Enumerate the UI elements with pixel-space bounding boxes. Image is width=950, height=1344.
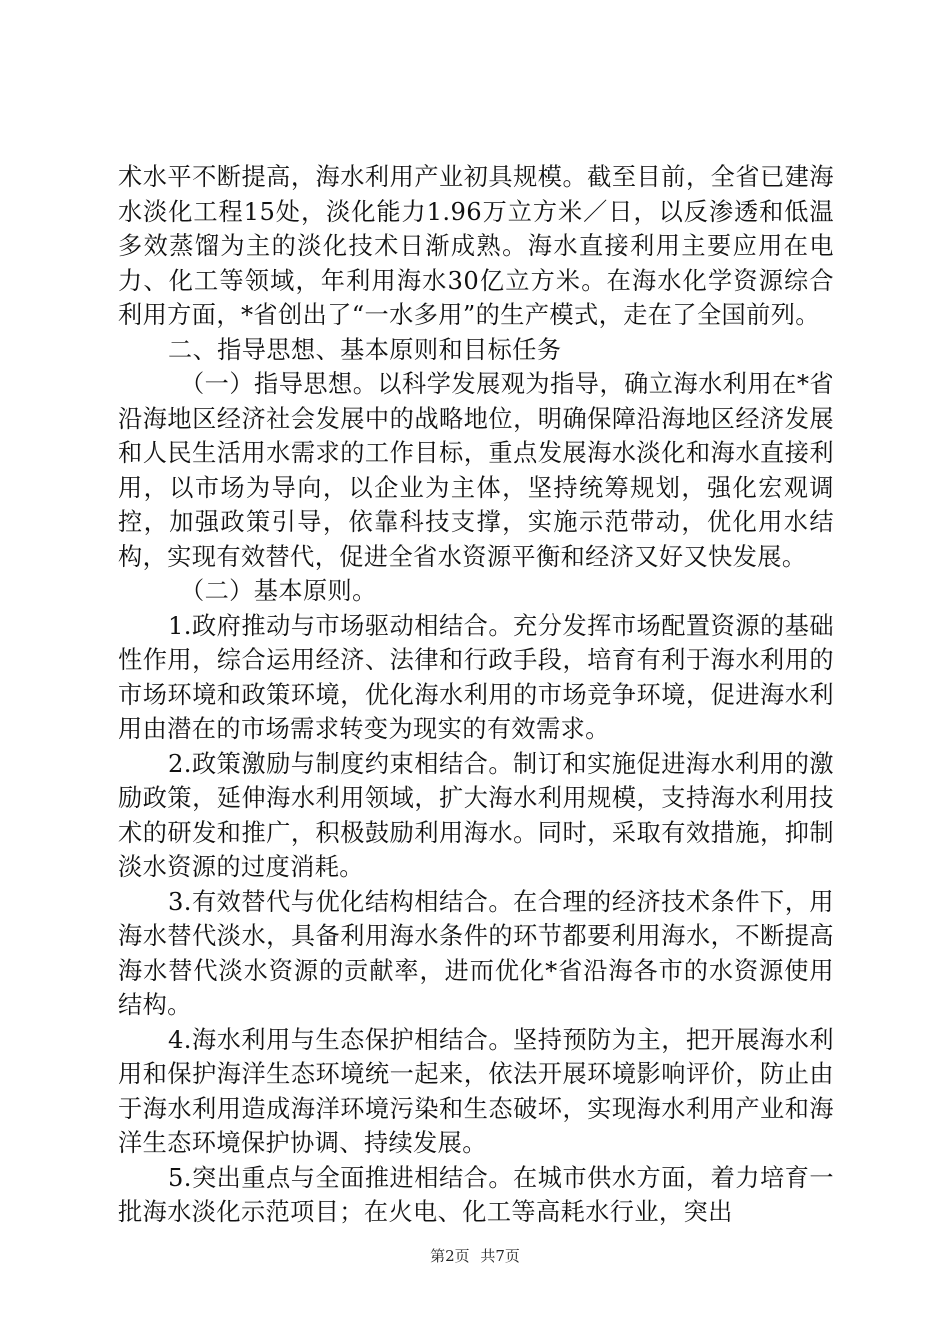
paragraph-principle-2: 2.政策激励与制度约束相结合。制订和实施促进海水利用的激励政策，延伸海水利用领域，扩大海水利用规模，支持海水利用技术的研发和推广，积极鼓励利用海水。同时，采取有效措施，抑制淡水资源的过度消耗。 (118, 749, 834, 881)
paragraph-principle-4: 4.海水利用与生态保护相结合。坚持预防为主，把开展海水利用和保护海洋生态环境统一起来，依法开展环境影响评价，防止由于海水利用造成海洋环境污染和生态破坏，实现海水利用产业和海洋生态环境保护协调、持续发展。 (118, 1025, 834, 1157)
section-heading-guiding-principles: 二、指导思想、基本原则和目标任务 (168, 335, 562, 364)
paragraph-principle-3: 3.有效替代与优化结构相结合。在合理的经济技术条件下，用海水替代淡水，具备利用海水条件的环节都要利用海水，不断提高海水替代淡水资源的贡献率，进而优化*省沿海各市的水资源使用结构。 (118, 887, 834, 1019)
document-body (118, 160, 834, 1230)
subheading-basic-principles: （二）基本原则。 (180, 577, 377, 605)
paragraph-principle-5: 5.突出重点与全面推进相结合。在城市供水方面，着力培育一批海水淡化示范项目；在火电、化工等高耗水行业，突出 (118, 1163, 834, 1226)
paragraph-guiding-thought: （一）指导思想。以科学发展观为指导，确立海水利用在*省沿海地区经济社会发展中的战略地位，明确保障沿海地区经济发展和人民生活用水需求的工作目标，重点发展海水淡化和海水直接利用，以市场为导向，以企业为主体，坚持统筹规划，强化宏观调控，加强政策引导，依靠科技支撑，实施示范带动，优化用水结构，实现有效替代，促进全省水资源平衡和经济又好又快发展。 (118, 370, 834, 571)
page-footer (0, 1246, 950, 1266)
paragraph-principle-1: 1.政府推动与市场驱动相结合。充分发挥市场配置资源的基础性作用，综合运用经济、法律和行政手段，培育有利于海水利用的市场环境和政策环境，优化海水利用的市场竞争环境，促进海水利用由潜在的市场需求转变为现实的有效需求。 (118, 611, 834, 743)
paragraph-intro-continuation: 术水平不断提高，海水利用产业初具规模。截至目前，全省已建海水淡化工程15处，淡化能力1.96万立方米／日，以反渗透和低温多效蒸馏为主的淡化技术日渐成熟。海水直接利用主要应用在电力、化工等领域，年利用海水30亿立方米。在海水化学资源综合利用方面，*省创出了“一水多用”的生产模式，走在了全国前列。 (118, 163, 834, 329)
page-number-total: 共7页 (480, 1247, 520, 1265)
page-number-current: 第2页 (430, 1247, 470, 1265)
